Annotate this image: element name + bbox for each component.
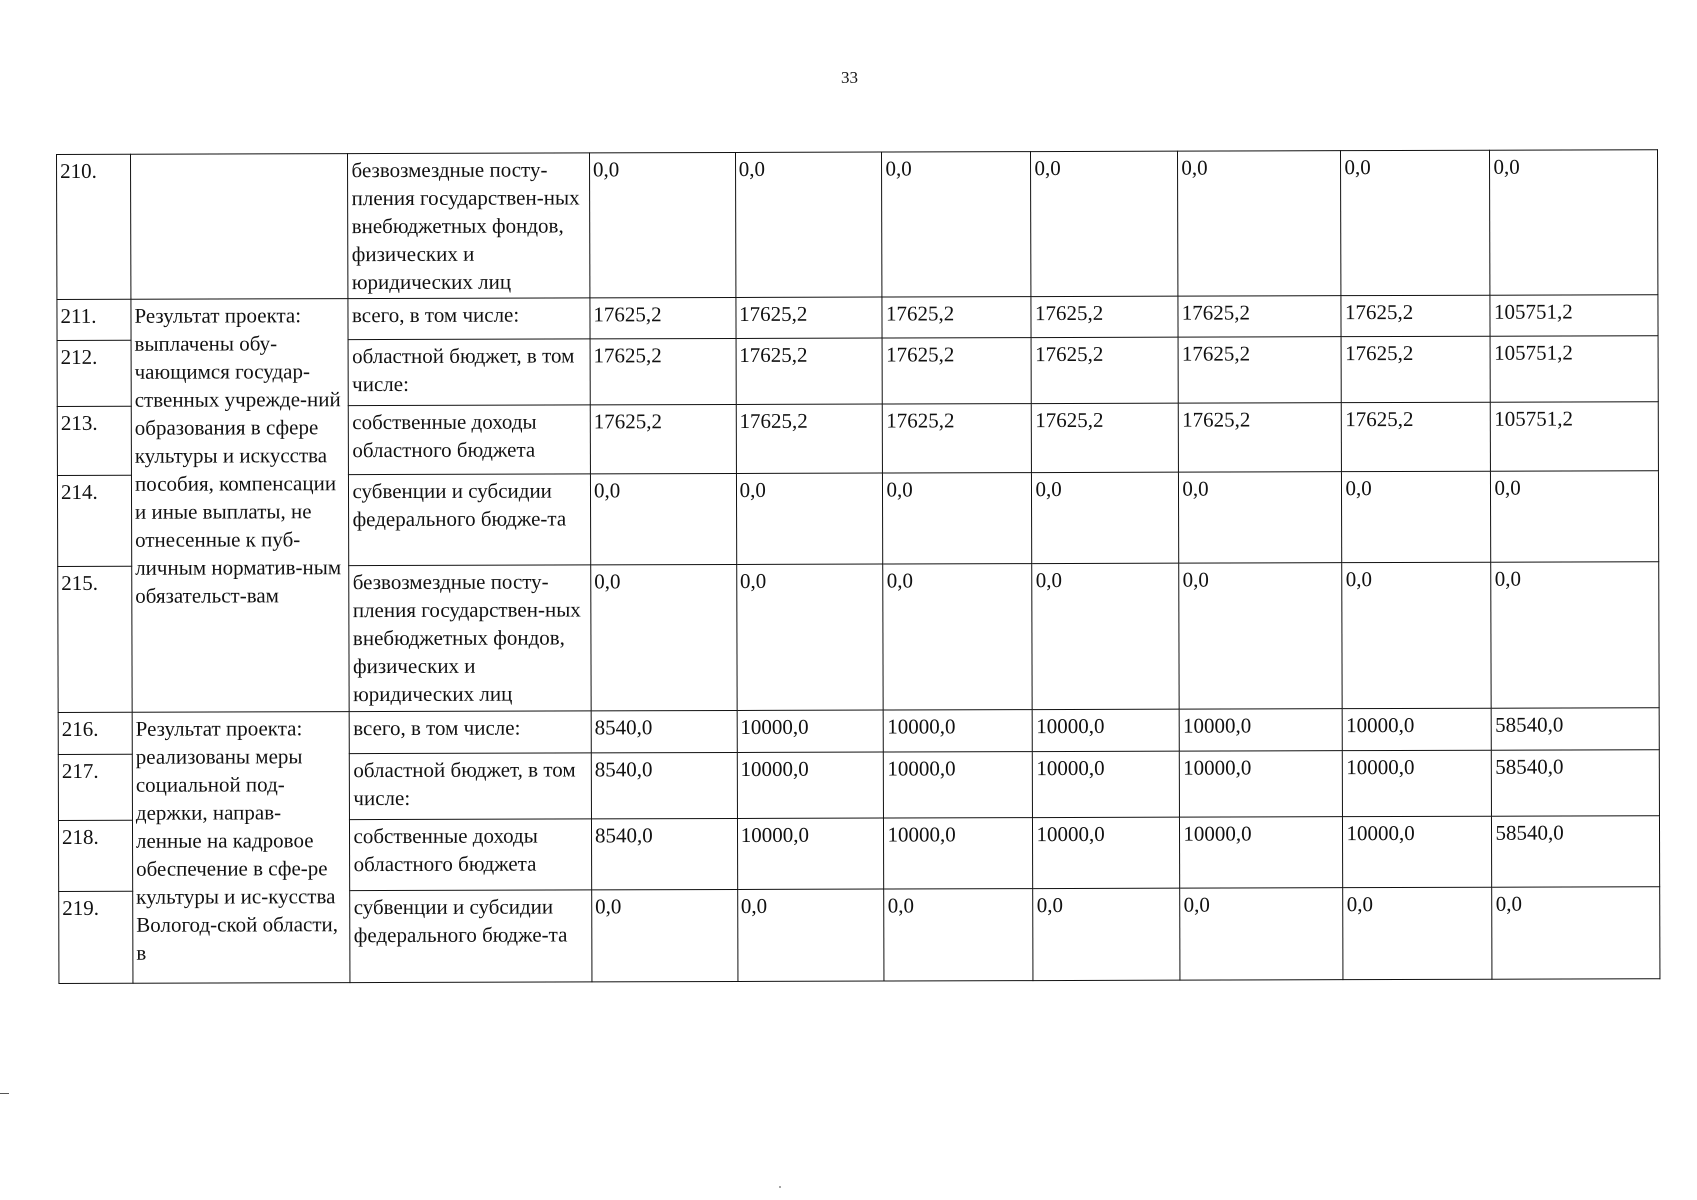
total-cell: 0,0	[1491, 471, 1659, 562]
value-cell: 17625,2	[736, 297, 883, 338]
value-cell: 17625,2	[1032, 403, 1179, 472]
value-cell: 17625,2	[736, 404, 883, 473]
row-number: 210.	[57, 154, 131, 299]
value-cell: 10000,0	[737, 752, 884, 818]
value-cell: 10000,0	[1343, 750, 1492, 816]
row-number: 216.	[58, 712, 132, 754]
project-result-2: Результат проекта: реализованы меры социальной под-держки, направ-ленные на кадровое обеспечение в сфе-ре культуры и ис-кусства Вологод-ской области, в	[132, 712, 350, 984]
project-result-1: Результат проекта: выплачены обу-чающимся государ-ственных учрежде-ний образования в сфере культуры и искусства пособия, компенсации и иные выплаты, не отнесенные к пуб-личным норматив-ным обязательст-вам	[131, 299, 350, 713]
value-cell: 0,0	[1180, 888, 1343, 980]
value-cell: 10000,0	[884, 818, 1033, 889]
value-cell: 0,0	[591, 564, 737, 710]
budget-table	[56, 149, 1660, 984]
value-cell: 17625,2	[883, 404, 1032, 473]
row-number: 215.	[58, 566, 132, 712]
value-cell: 0,0	[590, 473, 736, 564]
value-cell: 17625,2	[1032, 337, 1179, 403]
value-cell: 0,0	[736, 473, 883, 564]
value-cell: 17625,2	[1178, 337, 1341, 403]
value-cell: 10000,0	[1033, 817, 1180, 888]
row-number: 217.	[58, 754, 132, 820]
funding-source: безвозмездные посту-пления государствен-ных внебюджетных фондов, физических и юридических лиц	[348, 153, 590, 299]
value-cell: 0,0	[1342, 562, 1491, 708]
value-cell: 10000,0	[1033, 709, 1180, 751]
value-cell: 17625,2	[1031, 296, 1178, 337]
value-cell: 17625,2	[1342, 336, 1491, 402]
value-cell: 10000,0	[884, 710, 1033, 752]
row-number: 219.	[59, 891, 133, 983]
value-cell: 10000,0	[1180, 817, 1343, 888]
value-cell: 0,0	[1341, 150, 1490, 295]
row-number: 218.	[58, 820, 132, 891]
total-cell: 0,0	[1491, 562, 1659, 708]
funding-source: собственные доходы областного бюджета	[350, 819, 592, 891]
row-number: 211.	[57, 299, 131, 340]
funding-source: всего, в том числе:	[350, 711, 592, 754]
value-cell: 17625,2	[590, 404, 736, 473]
funding-source: областной бюджет, в том числе:	[349, 339, 591, 406]
result-cell	[130, 154, 348, 300]
value-cell: 0,0	[1032, 472, 1179, 563]
total-cell: 0,0	[1490, 150, 1658, 295]
funding-source: субвенции и субсидии федерального бюдже-та	[349, 474, 591, 566]
total-cell: 105751,2	[1491, 402, 1659, 471]
value-cell: 10000,0	[737, 710, 884, 752]
row-number: 212.	[57, 340, 131, 406]
value-cell: 17625,2	[882, 297, 1031, 338]
page-number: 33	[841, 68, 858, 87]
value-cell: 0,0	[1033, 888, 1180, 980]
value-cell: 10000,0	[1343, 816, 1492, 887]
funding-source: собственные доходы областного бюджета	[349, 405, 591, 475]
funding-source: областной бюджет, в том числе:	[350, 753, 592, 820]
funding-source: всего, в том числе:	[348, 298, 590, 340]
value-cell: 17625,2	[1342, 402, 1491, 471]
table-row	[57, 150, 1658, 300]
row-number: 214.	[57, 475, 131, 566]
value-cell: 10000,0	[884, 752, 1033, 818]
value-cell: 0,0	[737, 889, 884, 981]
value-cell: 8540,0	[591, 710, 737, 752]
scan-dust-dot	[779, 1186, 781, 1188]
value-cell: 0,0	[1032, 563, 1179, 709]
value-cell: 17625,2	[1179, 403, 1342, 472]
funding-source: субвенции и субсидии федерального бюдже-та	[350, 890, 592, 983]
value-cell: 10000,0	[1033, 751, 1180, 817]
row-number: 213.	[57, 406, 131, 475]
value-cell: 0,0	[1342, 471, 1491, 562]
value-cell: 17625,2	[590, 297, 736, 338]
value-cell: 17625,2	[883, 338, 1032, 404]
value-cell: 0,0	[884, 889, 1033, 981]
value-cell: 10000,0	[737, 818, 884, 889]
value-cell: 17625,2	[590, 338, 736, 404]
value-cell: 10000,0	[1180, 751, 1343, 817]
value-cell: 0,0	[736, 564, 883, 710]
table-row	[58, 708, 1659, 755]
value-cell: 10000,0	[1179, 709, 1342, 751]
value-cell: 8540,0	[591, 818, 737, 889]
value-cell: 17625,2	[736, 338, 883, 404]
value-cell: 0,0	[1343, 887, 1492, 979]
value-cell: 17625,2	[1178, 296, 1341, 337]
table-row	[57, 295, 1658, 341]
scan-margin-mark	[0, 1093, 9, 1094]
funding-source: безвозмездные посту-пления государствен-ных внебюджетных фондов, физических и юридических лиц	[349, 565, 591, 712]
value-cell: 0,0	[883, 564, 1032, 710]
value-cell: 0,0	[1031, 151, 1178, 296]
total-cell: 58540,0	[1492, 750, 1660, 816]
value-cell: 10000,0	[1343, 708, 1492, 750]
value-cell: 0,0	[883, 473, 1032, 564]
value-cell: 0,0	[592, 889, 738, 981]
total-cell: 58540,0	[1492, 708, 1660, 750]
value-cell: 0,0	[735, 152, 882, 297]
total-cell: 58540,0	[1492, 816, 1660, 887]
total-cell: 105751,2	[1490, 295, 1658, 336]
value-cell: 17625,2	[1341, 295, 1490, 336]
total-cell: 105751,2	[1491, 336, 1659, 402]
value-cell: 8540,0	[591, 752, 737, 818]
value-cell: 0,0	[589, 152, 735, 297]
value-cell: 0,0	[1178, 151, 1342, 296]
value-cell: 0,0	[882, 152, 1031, 297]
value-cell: 0,0	[1179, 563, 1343, 709]
total-cell: 0,0	[1492, 887, 1660, 979]
value-cell: 0,0	[1179, 472, 1342, 563]
